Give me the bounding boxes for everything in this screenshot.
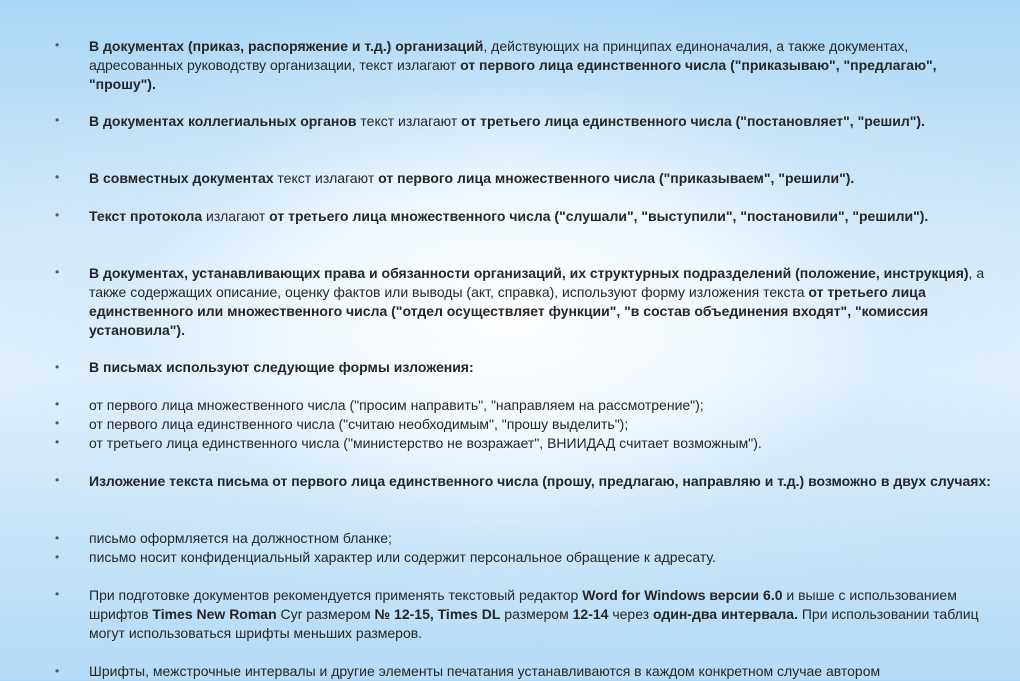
bold-text-run: № 12-15, Times DL [374, 606, 501, 622]
text-run: письмо носит конфиденциальный характер или содержит персональное обращение к адресату. [89, 549, 716, 565]
bullet: • [55, 531, 60, 545]
list-item [89, 529, 1001, 548]
text-run: и выше с использованием шрифтов [89, 587, 957, 622]
bold-text-run: от первого лица единственного числа ("приказываю", "предлагаю", "прошу"). [89, 57, 937, 92]
paragraph-5 [89, 264, 1001, 340]
text-run: письмо оформляется на должностном бланке; [89, 530, 392, 546]
text-run: , действующих на принципах единоначалия, а также документах, адресованных руководству организации, текст излагают [89, 38, 909, 73]
bullet: • [55, 170, 60, 184]
list-item [89, 434, 1001, 453]
text-run: текст излагают [356, 113, 462, 129]
bullet: • [55, 208, 60, 222]
list-item [89, 548, 1001, 567]
bullet: • [55, 587, 60, 601]
bullet: • [55, 435, 60, 449]
text-run: , а также содержащих описание, оценку фактов или выводы (акт, справка), используют форму изложения текста [89, 265, 985, 300]
bullet: • [55, 360, 60, 374]
bullet: • [55, 397, 60, 411]
bold-text-run: от первого лица множественного числа ("приказываем", "решили"). [378, 170, 855, 186]
bold-text-run: Word for Windows версии 6.0 [582, 587, 783, 603]
text-run: через [608, 606, 653, 622]
bold-text-run: один-два интервала. [652, 606, 798, 622]
paragraph-8 [89, 586, 1001, 643]
text-run: Шрифты, межстрочные интервалы и другие элементы печатания устанавливаются в каждом конкретном случае автором [89, 663, 881, 679]
bold-text-run: В документах (приказ, распоряжение и т.д.) организаций [89, 38, 484, 54]
bullet: • [55, 550, 60, 564]
bold-text-run: Times New Roman [152, 606, 277, 622]
paragraph-1 [89, 37, 1001, 94]
bold-text-run: В документах коллегиальных органов [89, 113, 357, 129]
bold-text-run: В документах, устанавливающих права и обязанности организаций, их структурных подразделений (положение, инструкция) [89, 265, 969, 281]
text-run: от первого лица единственного числа ("считаю необходимым", "прошу выделить"); [89, 416, 629, 432]
text-run: размером [500, 606, 573, 622]
bullet: • [55, 113, 60, 127]
bold-text-run: от третьего лица единственного числа ("постановляет", "решил"). [461, 113, 925, 129]
text-run: При использовании таблиц могут использоваться шрифты меньших размеров. [89, 606, 979, 641]
bullet: • [55, 38, 60, 52]
text-run: излагают [202, 208, 270, 224]
paragraph-6 [89, 358, 1001, 377]
text-run: Cyr размером [276, 606, 375, 622]
text-run: от первого лица множественного числа ("просим направить", "направляем на рассмотрение"); [89, 397, 704, 413]
bullet: • [55, 473, 60, 487]
bold-text-run: 12-14 [572, 606, 609, 622]
text-run: текст излагают [273, 170, 379, 186]
bold-text-run: от третьего лица единственного или множественного числа ("отдел осуществляет функции", "в состав объединения входят", "комиссия установила"). [89, 284, 929, 338]
text-run: от третьего лица единственного числа ("министерство не возражает", ВНИИДАД считает возможным"). [89, 435, 762, 451]
bold-text-run: Текст протокола [89, 208, 203, 224]
bold-text-run: В совместных документах [89, 170, 274, 186]
text-run: При подготовке документов рекомендуется применять текстовый редактор [89, 587, 583, 603]
paragraph-2 [89, 112, 1001, 131]
bullet: • [55, 265, 60, 279]
bullet: • [55, 416, 60, 430]
bold-text-run: Изложение текста письма от первого лица единственного числа (прошу, предлагаю, направляю и т.д.) возможно в двух случаях: [89, 473, 991, 489]
bold-text-run: от третьего лица множественного числа ("слушали", "выступили", "постановили", "решили"). [269, 208, 929, 224]
list-item [89, 415, 1001, 434]
paragraph-3 [89, 169, 1001, 188]
bullet: • [55, 664, 60, 678]
list-item [89, 396, 1001, 415]
paragraph-7 [89, 472, 1001, 491]
paragraph-9 [89, 662, 1001, 681]
paragraph-4 [89, 207, 1001, 226]
bold-text-run: В письмах используют следующие формы изложения: [89, 359, 474, 375]
